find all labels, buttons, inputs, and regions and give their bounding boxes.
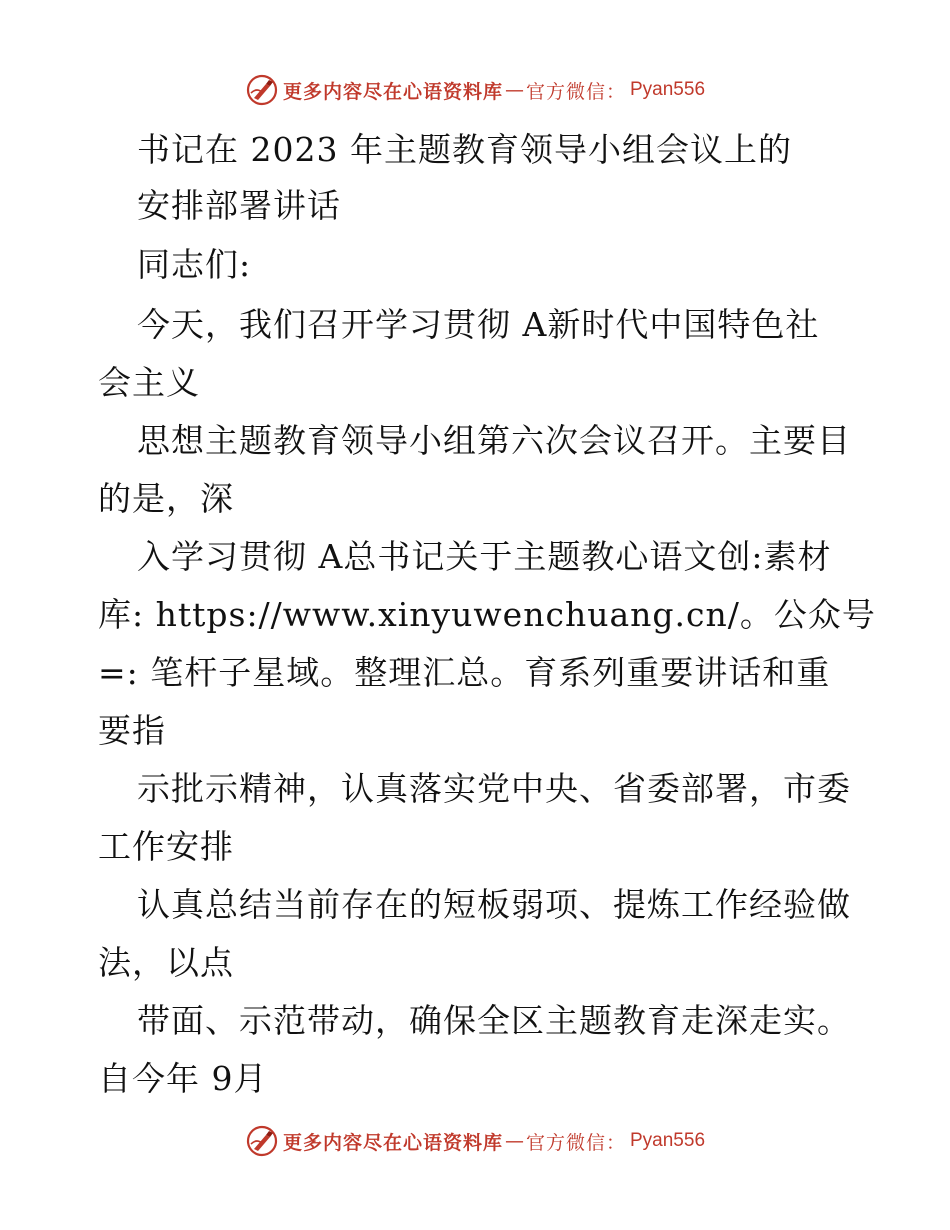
watermark-official-label: 官方微信： — [525, 1131, 626, 1154]
paragraph-line: 法，以点 — [98, 943, 234, 982]
paragraph-line: 工作安排 — [98, 827, 234, 866]
paragraph-line: 的是，深 — [98, 479, 234, 518]
watermark-wechat-id: Pyan556 — [630, 1130, 706, 1151]
paragraph-line: =: 笔杆子星域。整理汇总。育系列重要讲话和重 — [98, 653, 831, 692]
watermark-wechat-id: Pyan556 — [630, 79, 706, 100]
watermark-separator: — — [504, 79, 524, 101]
watermark-official-label: 官方微信： — [525, 80, 626, 103]
watermark-separator: — — [504, 1130, 524, 1152]
pen-logo-icon — [245, 1124, 279, 1158]
watermark-main-text: 更多内容尽在心语资料库 — [282, 80, 503, 103]
watermark-main-text: 更多内容尽在心语资料库 — [282, 1131, 503, 1154]
paragraph-line: 会主义 — [98, 363, 200, 402]
title-line-1: 书记在 2023 年主题教育领导小组会议上的 — [137, 130, 792, 169]
paragraph-line: 带面、示范带动，确保全区主题教育走深走实。 — [137, 1001, 851, 1040]
salutation: 同志们: — [137, 245, 252, 284]
pen-logo-icon — [245, 73, 279, 107]
paragraph-line: 示批示精神，认真落实党中央、省委部署，市委 — [137, 769, 851, 808]
paragraph-line: 入学习贯彻 A总书记关于主题教心语文创:素材 — [137, 537, 832, 576]
paragraph-line: 今天，我们召开学习贯彻 A新时代中国特色社 — [137, 305, 820, 344]
paragraph-line: 自今年 9月 — [98, 1059, 268, 1098]
title-line-2: 安排部署讲话 — [137, 186, 341, 225]
paragraph-line: 思想主题教育领导小组第六次会议召开。主要目 — [137, 421, 851, 460]
paragraph-line: 要指 — [98, 711, 166, 750]
paragraph-line: 认真总结当前存在的短板弱项、提炼工作经验做 — [137, 885, 851, 924]
footer-watermark — [0, 1121, 950, 1161]
paragraph-line: 库: https://www.xinyuwenchuang.cn/。公众号 — [98, 595, 876, 634]
header-watermark — [0, 70, 950, 110]
